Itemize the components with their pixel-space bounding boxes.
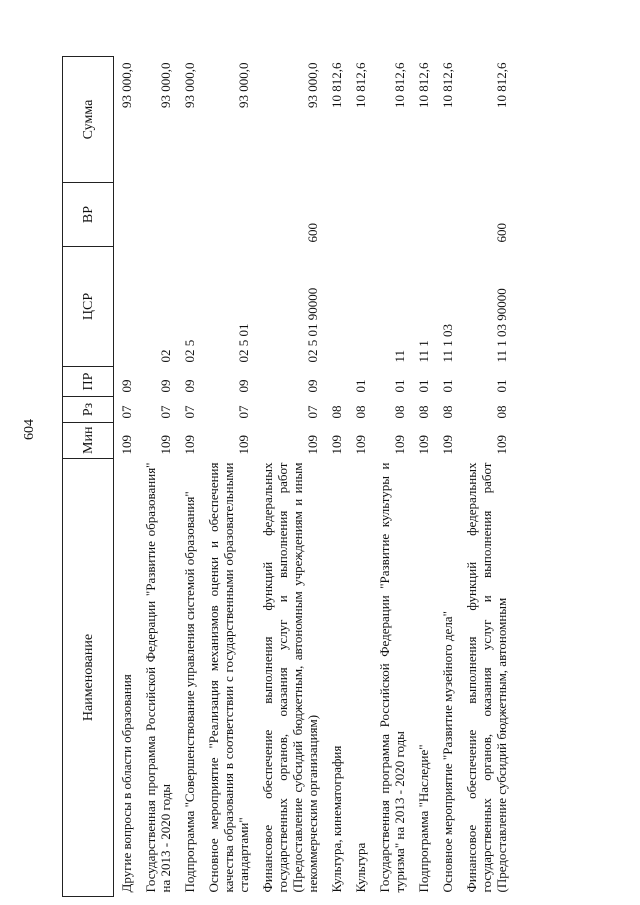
row-rz-cell: 08 [392,405,407,419]
table-row [459,57,513,897]
header-sum: Сумма [63,57,114,183]
table-row [114,57,139,897]
row-csr-cell [114,247,139,367]
row-csr-cell: 02 5 01 [236,323,251,363]
row-sum-cell: 93 000,0 [158,62,173,108]
table-row [372,57,411,897]
row-min-cell: 109 [119,435,134,455]
row-pr-cell: 01 [494,379,509,393]
row-name-cell: Основное мероприятие "Реализация механизмов оценки и обеспечения качества образования в соответствии с государственными образовательными стандартами" [206,462,251,893]
row-rz-cell: 08 [353,405,368,419]
row-vr-cell [372,183,411,247]
table-row [138,57,177,897]
row-vr-cell [435,183,459,247]
row-name-cell: Подпрограмма "Совершенствование управления системой образования" [182,491,197,893]
row-csr-cell: 11 1 [416,340,431,363]
row-min-cell: 109 [158,435,173,455]
row-name-cell: Государственная программа Российской Федерации "Развитие образования" на 2013 - 2020 годы [143,462,173,893]
row-sum-cell: 10 812,6 [353,62,368,108]
row-pr-cell: 09 [119,379,134,393]
row-name-cell: Государственная программа Российской Федерации "Развитие культуры и туризма" на 2013 - 2020 годы [377,462,407,893]
table-body [114,57,514,897]
row-pr-cell [324,367,348,397]
row-name-cell: Другие вопросы в области образования [119,674,134,893]
row-min-cell: 109 [353,435,368,455]
table-row [435,57,459,897]
row-vr-cell [177,183,201,247]
row-name-cell: Культура, кинематография [329,745,344,893]
table-row [177,57,201,897]
row-csr-cell [348,247,372,367]
row-pr-cell: 09 [305,379,320,393]
row-min-cell: 109 [182,435,197,455]
row-name-cell: Финансовое обеспечение выполнения функций федеральных государственных органов, оказания услуг и выполнения работ (Предоставление субсидий бюджетным, автономным учреждениям и иным некоммерческим организациям) [260,462,320,893]
row-min-cell: 109 [494,435,509,455]
table-row [255,57,324,897]
row-rz-cell: 07 [119,405,134,419]
row-vr-cell [324,183,348,247]
row-min-cell: 109 [305,435,320,455]
row-csr-cell: 02 5 [182,339,197,363]
row-csr-cell [324,247,348,367]
row-sum-cell: 10 812,6 [440,62,455,108]
row-rz-cell: 08 [329,405,344,419]
row-vr-cell [411,183,435,247]
table-row [324,57,348,897]
table-row [411,57,435,897]
row-vr-cell: 600 [305,223,320,243]
row-rz-cell: 07 [236,405,251,419]
row-min-cell: 109 [236,435,251,455]
row-pr-cell: 01 [392,379,407,393]
header-name: Наименование [63,459,114,897]
row-pr-cell: 09 [158,379,173,393]
row-pr-cell: 09 [182,379,197,393]
row-rz-cell: 08 [440,405,455,419]
row-rz-cell: 08 [494,405,509,419]
row-rz-cell: 07 [305,405,320,419]
row-rz-cell: 07 [182,405,197,419]
row-name-cell: Основное мероприятие "Развитие музейного дела" [440,611,455,893]
row-sum-cell: 93 000,0 [236,62,251,108]
row-sum-cell: 10 812,6 [392,62,407,108]
row-vr-cell: 600 [494,223,509,243]
row-vr-cell [348,183,372,247]
row-csr-cell: 02 5 01 90000 [305,287,320,363]
header-pr: ПР [63,367,114,397]
table-row [201,57,255,897]
row-sum-cell: 93 000,0 [119,62,134,108]
rotated-budget-table-container [62,57,592,897]
row-min-cell: 109 [440,435,455,455]
row-sum-cell: 10 812,6 [329,62,344,108]
row-vr-cell [138,183,177,247]
table-row [348,57,372,897]
table-header [63,57,114,897]
page-number: 604 [22,419,37,440]
row-min-cell: 109 [392,435,407,455]
row-sum-cell: 93 000,0 [182,62,197,108]
row-sum-cell: 93 000,0 [305,62,320,108]
row-min-cell: 109 [416,435,431,455]
header-csr: ЦСР [63,247,114,367]
row-csr-cell: 02 [158,349,173,363]
row-pr-cell: 09 [236,379,251,393]
row-pr-cell: 01 [440,379,455,393]
row-rz-cell: 07 [158,405,173,419]
row-pr-cell: 01 [353,379,368,393]
row-csr-cell: 11 [392,349,407,363]
row-vr-cell [201,183,255,247]
row-pr-cell: 01 [416,379,431,393]
row-vr-cell [114,183,139,247]
header-min: Мин [63,423,114,459]
header-rz: Рз [63,397,114,423]
row-csr-cell: 11 1 03 90000 [494,288,509,363]
row-name-cell: Культура [353,842,368,893]
budget-table [62,56,513,897]
row-name-cell: Финансовое обеспечение выполнения функций федеральных государственных органов, оказания услуг и выполнения работ (Предоставление субсидий бюджетным, автономным [464,462,509,893]
row-sum-cell: 10 812,6 [494,62,509,108]
row-sum-cell: 10 812,6 [416,62,431,108]
header-vr: ВР [63,183,114,247]
row-name-cell: Подпрограмма "Наследие" [416,744,431,893]
row-csr-cell: 11 1 03 [440,323,455,363]
row-min-cell: 109 [329,435,344,455]
row-rz-cell: 08 [416,405,431,419]
